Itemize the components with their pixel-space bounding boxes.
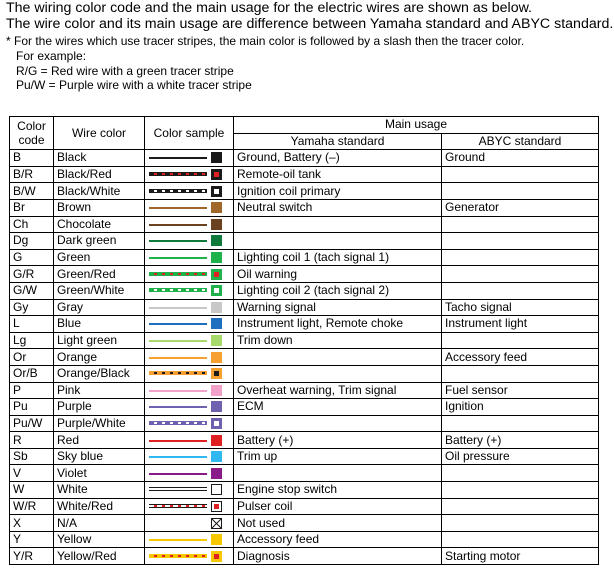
yamaha-usage-cell <box>234 415 442 432</box>
table-row <box>10 415 599 432</box>
abyc-usage-cell <box>442 216 599 233</box>
yamaha-usage-cell: Remote-oil tank <box>234 166 442 183</box>
color-sample <box>145 466 233 481</box>
wire-line-swatch <box>149 504 207 508</box>
color-sample <box>145 167 233 182</box>
abyc-usage-cell <box>442 332 599 349</box>
color-sample-cell <box>145 531 234 548</box>
color-box-swatch <box>211 169 222 180</box>
wire-color-cell: Red <box>54 432 145 449</box>
color-sample-cell <box>145 332 234 349</box>
color-box-swatch <box>211 302 222 313</box>
abyc-usage-cell <box>442 249 599 266</box>
wire-line-swatch <box>149 288 207 292</box>
color-sample-cell <box>145 498 234 515</box>
wire-color-cell: Blue <box>54 316 145 333</box>
table-row <box>10 399 599 416</box>
not-used-crossed-box-icon <box>211 518 222 529</box>
color-code-cell: Dg <box>10 233 54 250</box>
color-sample-cell <box>145 349 234 366</box>
abyc-usage-cell <box>442 465 599 482</box>
color-sample-cell <box>145 233 234 250</box>
wire-color-cell: Chocolate <box>54 216 145 233</box>
yamaha-usage-cell: Neutral switch <box>234 199 442 216</box>
table-row <box>10 482 599 499</box>
color-box-swatch <box>211 235 222 246</box>
wire-color-cell: Pink <box>54 382 145 399</box>
yamaha-usage-cell: Ground, Battery (–) <box>234 150 442 167</box>
color-box-swatch <box>211 451 222 462</box>
wire-color-cell: Orange <box>54 349 145 366</box>
for-example-label: For example: <box>16 49 87 63</box>
abyc-usage-cell <box>442 515 599 532</box>
table-row <box>10 498 599 515</box>
intro-line-1: The wiring color code and the main usage for the electric wires are shown as below. <box>6 0 532 16</box>
color-sample <box>145 300 233 315</box>
wire-color-cell: Purple/White <box>54 415 145 432</box>
color-sample <box>145 532 233 547</box>
yamaha-usage-cell: Diagnosis <box>234 548 442 565</box>
color-code-cell: G <box>10 249 54 266</box>
intro-note: * For the wires which use tracer stripes, the main color is followed by a slash then the tracer color. <box>6 34 525 48</box>
abyc-usage-cell: Oil pressure <box>442 448 599 465</box>
yamaha-usage-cell <box>234 349 442 366</box>
wire-color-table <box>9 116 599 565</box>
wire-line-swatch <box>149 390 207 392</box>
yamaha-usage-cell: Lighting coil 2 (tach signal 2) <box>234 282 442 299</box>
yamaha-usage-cell: Warning signal <box>234 299 442 316</box>
table-row <box>10 249 599 266</box>
yamaha-usage-cell: Trim down <box>234 332 442 349</box>
color-code-cell: V <box>10 465 54 482</box>
abyc-usage-cell <box>442 166 599 183</box>
color-code-cell: Sb <box>10 448 54 465</box>
color-sample <box>145 316 233 331</box>
abyc-usage-cell <box>442 266 599 283</box>
wire-color-cell: Black/Red <box>54 166 145 183</box>
color-box-swatch <box>211 269 222 280</box>
color-box-swatch <box>211 352 222 363</box>
tracer-color-swatch <box>214 172 219 177</box>
color-code-cell: Lg <box>10 332 54 349</box>
tracer-color-swatch <box>214 272 219 277</box>
color-sample <box>145 416 233 431</box>
color-sample-cell <box>145 399 234 416</box>
color-sample-cell <box>145 199 234 216</box>
color-code-cell: X <box>10 515 54 532</box>
wire-line-swatch <box>149 307 207 309</box>
wire-line-swatch <box>149 456 207 458</box>
tracer-color-swatch <box>214 189 219 194</box>
color-sample <box>145 399 233 414</box>
color-box-swatch <box>211 186 222 197</box>
table-row <box>10 199 599 216</box>
color-box-swatch <box>211 418 222 429</box>
color-code-cell: L <box>10 316 54 333</box>
wire-line-swatch <box>149 323 207 325</box>
color-sample-cell <box>145 249 234 266</box>
color-sample <box>145 549 233 564</box>
color-sample <box>145 184 233 199</box>
yamaha-usage-cell: Instrument light, Remote choke <box>234 316 442 333</box>
wire-color-cell: White <box>54 482 145 499</box>
color-code-cell: Gy <box>10 299 54 316</box>
color-sample <box>145 333 233 348</box>
wire-line-swatch <box>149 172 207 176</box>
yamaha-usage-cell: Not used <box>234 515 442 532</box>
abyc-usage-cell: Accessory feed <box>442 349 599 366</box>
color-sample <box>145 499 233 514</box>
wire-line-swatch <box>149 257 207 259</box>
color-sample-cell <box>145 150 234 167</box>
color-box-swatch <box>211 335 222 346</box>
table-row <box>10 233 599 250</box>
color-code-cell: R <box>10 432 54 449</box>
abyc-usage-cell: Generator <box>442 199 599 216</box>
color-sample-cell <box>145 448 234 465</box>
color-sample-cell <box>145 282 234 299</box>
color-box-swatch <box>211 385 222 396</box>
color-box-swatch <box>211 435 222 446</box>
table-row <box>10 266 599 283</box>
wire-color-cell: Yellow <box>54 531 145 548</box>
wire-color-cell: Violet <box>54 465 145 482</box>
wire-line-swatch <box>149 224 207 226</box>
table-row <box>10 465 599 482</box>
color-code-cell: Pu <box>10 399 54 416</box>
intro-text <box>6 0 612 93</box>
abyc-usage-cell <box>442 531 599 548</box>
abyc-usage-cell <box>442 482 599 499</box>
color-code-cell: Pu/W <box>10 415 54 432</box>
header-color-code-label: Color code <box>17 119 46 148</box>
wire-color-cell: Sky blue <box>54 448 145 465</box>
color-sample <box>145 350 233 365</box>
header-color-sample: Color sample <box>145 117 234 150</box>
color-box-swatch <box>211 501 222 512</box>
color-sample-cell <box>145 266 234 283</box>
abyc-usage-cell <box>442 415 599 432</box>
wire-color-cell: Green/White <box>54 282 145 299</box>
wire-line-swatch <box>149 272 207 276</box>
color-box-swatch <box>211 368 222 379</box>
example-2: Pu/W = Purple wire with a white tracer stripe <box>16 78 252 92</box>
color-sample-cell <box>145 166 234 183</box>
abyc-usage-cell <box>442 183 599 200</box>
abyc-usage-cell <box>442 365 599 382</box>
color-sample-cell <box>145 515 234 532</box>
wire-color-cell: Gray <box>54 299 145 316</box>
abyc-usage-cell: Ignition <box>442 399 599 416</box>
color-code-cell: Or <box>10 349 54 366</box>
table-row <box>10 365 599 382</box>
color-box-swatch <box>211 285 222 296</box>
color-sample-cell <box>145 482 234 499</box>
color-box-swatch <box>211 534 222 545</box>
wire-line-swatch <box>149 440 207 442</box>
color-sample-cell <box>145 216 234 233</box>
yamaha-usage-cell: Engine stop switch <box>234 482 442 499</box>
color-box-swatch <box>211 252 222 263</box>
color-sample-cell <box>145 548 234 565</box>
header-main-usage: Main usage <box>234 117 599 134</box>
table-row <box>10 432 599 449</box>
color-code-cell: Y <box>10 531 54 548</box>
yamaha-usage-cell: Overheat warning, Trim signal <box>234 382 442 399</box>
color-sample-cell <box>145 382 234 399</box>
color-box-swatch <box>211 401 222 412</box>
wire-color-cell: Yellow/Red <box>54 548 145 565</box>
yamaha-usage-cell: Accessory feed <box>234 531 442 548</box>
abyc-usage-cell: Starting motor <box>442 548 599 565</box>
color-code-cell: W <box>10 482 54 499</box>
wire-line-swatch <box>149 189 207 193</box>
color-sample <box>145 482 233 497</box>
color-sample <box>145 366 233 381</box>
color-code-cell: Br <box>10 199 54 216</box>
color-box-swatch <box>211 468 222 479</box>
wire-color-cell: White/Red <box>54 498 145 515</box>
wire-color-cell: Light green <box>54 332 145 349</box>
wire-line-swatch <box>149 554 207 558</box>
tracer-color-swatch <box>214 421 219 426</box>
table-row <box>10 150 599 167</box>
wire-color-cell: Orange/Black <box>54 365 145 382</box>
abyc-usage-cell <box>442 282 599 299</box>
color-sample-cell <box>145 465 234 482</box>
yamaha-usage-cell: Oil warning <box>234 266 442 283</box>
table-body <box>10 150 599 565</box>
color-code-cell: Or/B <box>10 365 54 382</box>
table-row <box>10 299 599 316</box>
wire-color-cell: Purple <box>54 399 145 416</box>
color-sample <box>145 433 233 448</box>
table-row <box>10 316 599 333</box>
yamaha-usage-cell: Ignition coil primary <box>234 183 442 200</box>
yamaha-usage-cell <box>234 233 442 250</box>
yamaha-usage-cell: Lighting coil 1 (tach signal 1) <box>234 249 442 266</box>
wire-line-swatch <box>149 340 207 342</box>
header-yamaha-standard: Yamaha standard <box>234 133 442 150</box>
wire-color-cell: N/A <box>54 515 145 532</box>
tracer-color-swatch <box>214 371 219 376</box>
color-sample-cell <box>145 316 234 333</box>
table-row <box>10 282 599 299</box>
color-box-swatch <box>211 318 222 329</box>
wire-line-swatch <box>149 406 207 408</box>
wire-line-swatch <box>149 357 207 359</box>
wire-color-cell: Brown <box>54 199 145 216</box>
yamaha-usage-cell: Battery (+) <box>234 432 442 449</box>
color-box-swatch <box>211 551 222 562</box>
header-color-code <box>10 117 54 150</box>
color-sample <box>145 233 233 248</box>
color-code-cell: B <box>10 150 54 167</box>
tracer-color-swatch <box>214 288 219 293</box>
color-box-swatch <box>211 484 222 495</box>
color-sample <box>145 267 233 282</box>
color-box-swatch <box>211 202 222 213</box>
color-sample <box>145 383 233 398</box>
color-code-cell: P <box>10 382 54 399</box>
table-row <box>10 531 599 548</box>
wire-line-swatch <box>149 371 207 375</box>
abyc-usage-cell: Fuel sensor <box>442 382 599 399</box>
wire-line-swatch <box>149 207 207 209</box>
yamaha-usage-cell: ECM <box>234 399 442 416</box>
yamaha-usage-cell <box>234 365 442 382</box>
color-sample-cell <box>145 432 234 449</box>
tracer-color-swatch <box>214 554 219 559</box>
color-sample <box>145 516 233 531</box>
color-code-cell: Y/R <box>10 548 54 565</box>
abyc-usage-cell <box>442 498 599 515</box>
yamaha-usage-cell <box>234 465 442 482</box>
wire-line-swatch <box>149 473 207 475</box>
color-sample <box>145 150 233 165</box>
yamaha-usage-cell <box>234 216 442 233</box>
wire-color-cell: Black/White <box>54 183 145 200</box>
yamaha-usage-cell: Trim up <box>234 448 442 465</box>
header-abyc-standard: ABYC standard <box>442 133 599 150</box>
color-code-cell: W/R <box>10 498 54 515</box>
table-row <box>10 548 599 565</box>
intro-line-2: The wire color and its main usage are difference between Yamaha standard and ABYC standard. <box>6 16 614 32</box>
abyc-usage-cell: Ground <box>442 150 599 167</box>
color-box-swatch <box>211 219 222 230</box>
color-sample <box>145 217 233 232</box>
yamaha-usage-cell: Pulser coil <box>234 498 442 515</box>
wire-line-swatch <box>149 240 207 242</box>
color-sample <box>145 250 233 265</box>
wire-color-cell: Dark green <box>54 233 145 250</box>
wire-line-swatch <box>149 421 207 425</box>
color-sample-cell <box>145 299 234 316</box>
table-row <box>10 349 599 366</box>
color-sample <box>145 200 233 215</box>
tracer-color-swatch <box>214 504 219 509</box>
example-1: R/G = Red wire with a green tracer stripe <box>16 63 234 78</box>
abyc-usage-cell: Battery (+) <box>442 432 599 449</box>
color-sample-cell <box>145 415 234 432</box>
wire-color-cell: Green/Red <box>54 266 145 283</box>
wire-line-swatch <box>149 157 207 159</box>
color-code-cell: G/R <box>10 266 54 283</box>
color-sample-cell <box>145 183 234 200</box>
header-wire-color: Wire color <box>54 117 145 150</box>
color-sample <box>145 449 233 464</box>
color-sample <box>145 283 233 298</box>
table-row <box>10 332 599 349</box>
table-row <box>10 515 599 532</box>
table-row <box>10 382 599 399</box>
wire-line-swatch <box>149 539 207 541</box>
table-row <box>10 216 599 233</box>
abyc-usage-cell: Instrument light <box>442 316 599 333</box>
color-code-cell: Ch <box>10 216 54 233</box>
color-sample-cell <box>145 365 234 382</box>
abyc-usage-cell <box>442 233 599 250</box>
color-code-cell: B/R <box>10 166 54 183</box>
wire-color-cell: Black <box>54 150 145 167</box>
table-row <box>10 183 599 200</box>
color-code-cell: G/W <box>10 282 54 299</box>
color-box-swatch <box>211 152 222 163</box>
color-code-cell: B/W <box>10 183 54 200</box>
abyc-usage-cell: Tacho signal <box>442 299 599 316</box>
wire-line-swatch <box>149 487 207 491</box>
table-row <box>10 448 599 465</box>
table-row <box>10 166 599 183</box>
wire-color-cell: Green <box>54 249 145 266</box>
